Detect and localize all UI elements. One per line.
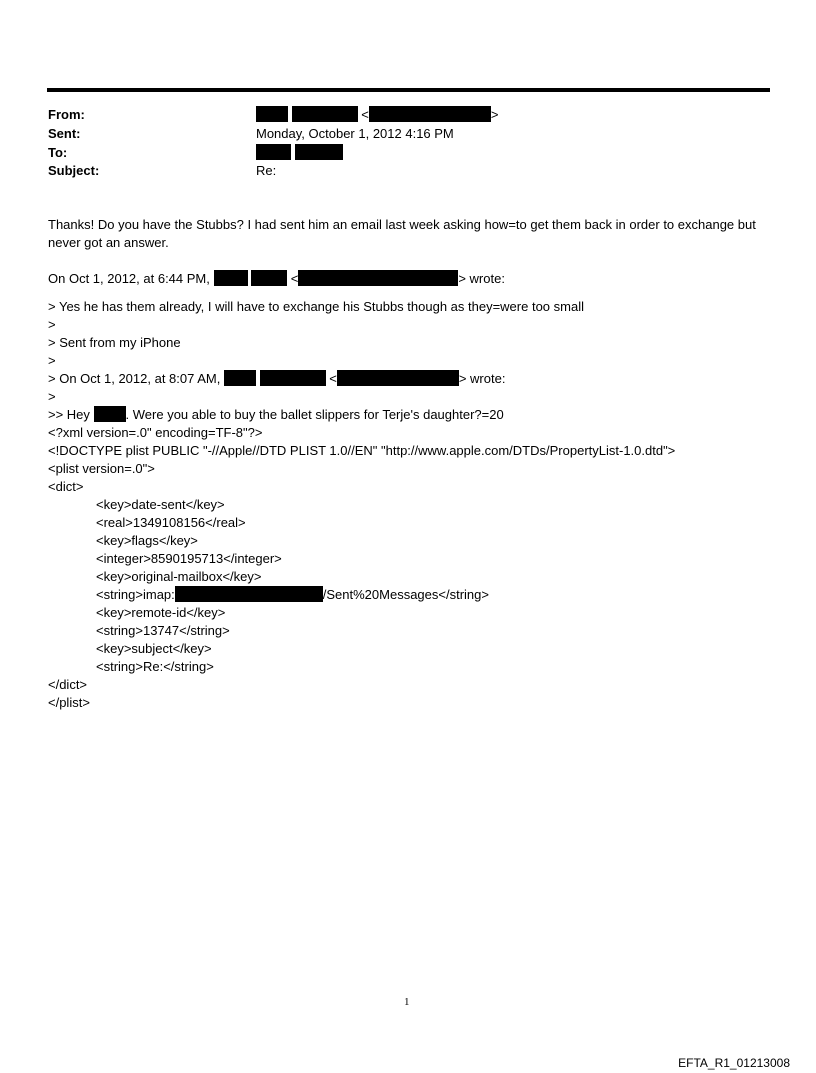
redaction	[292, 106, 358, 122]
subject-value: Re:	[256, 163, 277, 178]
quote-attribution-1: On Oct 1, 2012, at 6:44 PM, < > wrote:	[48, 271, 505, 286]
quote-attribution-2: > On Oct 1, 2012, at 8:07 AM, < > wrote:	[48, 371, 506, 386]
hey-line: >> Hey . Were you able to buy the ballet slippers for Terje's daughter?=20	[48, 407, 504, 422]
xml-line: <real>1349108156</real>	[96, 515, 246, 530]
xml-line: <key>flags</key>	[96, 533, 198, 548]
redaction	[175, 586, 323, 602]
message-text: Thanks! Do you have the Stubbs? I had sent him an email last week asking how=to get them back in order to exchange but never got an answer.	[48, 217, 756, 250]
redaction	[214, 270, 248, 286]
redaction	[224, 370, 256, 386]
page-number: 1	[404, 996, 410, 1008]
redaction	[337, 370, 459, 386]
quoted-line: >	[48, 389, 56, 404]
redaction	[251, 270, 287, 286]
xml-line-imap: <string>imap: /Sent%20Messages</string>	[96, 587, 489, 602]
from-value: < >	[256, 106, 498, 124]
xml-line: <key>remote-id</key>	[96, 605, 226, 620]
redaction	[94, 406, 126, 422]
xml-line: <string>13747</string>	[96, 623, 230, 638]
redaction	[256, 144, 291, 160]
from-label: From:	[48, 107, 85, 122]
xml-line: </dict>	[48, 677, 88, 692]
header-rule	[47, 88, 770, 92]
xml-line: <?xml version=.0" encoding=TF-8"?>	[48, 425, 263, 440]
xml-line: <dict>	[48, 479, 84, 494]
subject-label: Subject:	[48, 163, 100, 178]
sent-value: Monday, October 1, 2012 4:16 PM	[256, 126, 454, 141]
redaction	[369, 106, 491, 122]
message-body	[48, 216, 768, 252]
xml-line: <string>Re:</string>	[96, 659, 214, 674]
to-label: To:	[48, 145, 68, 160]
redaction	[295, 144, 343, 160]
xml-line: <key>original-mailbox</key>	[96, 569, 262, 584]
quoted-line: >	[48, 353, 56, 368]
xml-line: </plist>	[48, 695, 90, 710]
quoted-line: >	[48, 317, 56, 332]
redaction	[256, 106, 288, 122]
redaction	[260, 370, 326, 386]
sent-label: Sent:	[48, 126, 81, 141]
quoted-thread	[48, 270, 768, 712]
xml-line: <!DOCTYPE plist PUBLIC "-//Apple//DTD PLIST 1.0//EN" "http://www.apple.com/DTDs/PropertyList-1.0.dtd">	[48, 443, 676, 458]
xml-line: <key>date-sent</key>	[96, 497, 225, 512]
document-id: EFTA_R1_01213008	[678, 1056, 790, 1070]
xml-line: <plist version=.0">	[48, 461, 155, 476]
xml-line: <integer>8590195713</integer>	[96, 551, 282, 566]
quoted-line: > Sent from my iPhone	[48, 335, 181, 350]
xml-line: <key>subject</key>	[96, 641, 212, 656]
to-value	[256, 144, 343, 162]
redaction	[298, 270, 458, 286]
quoted-line: > Yes he has them already, I will have to exchange his Stubbs though as they=were too small	[48, 299, 584, 314]
